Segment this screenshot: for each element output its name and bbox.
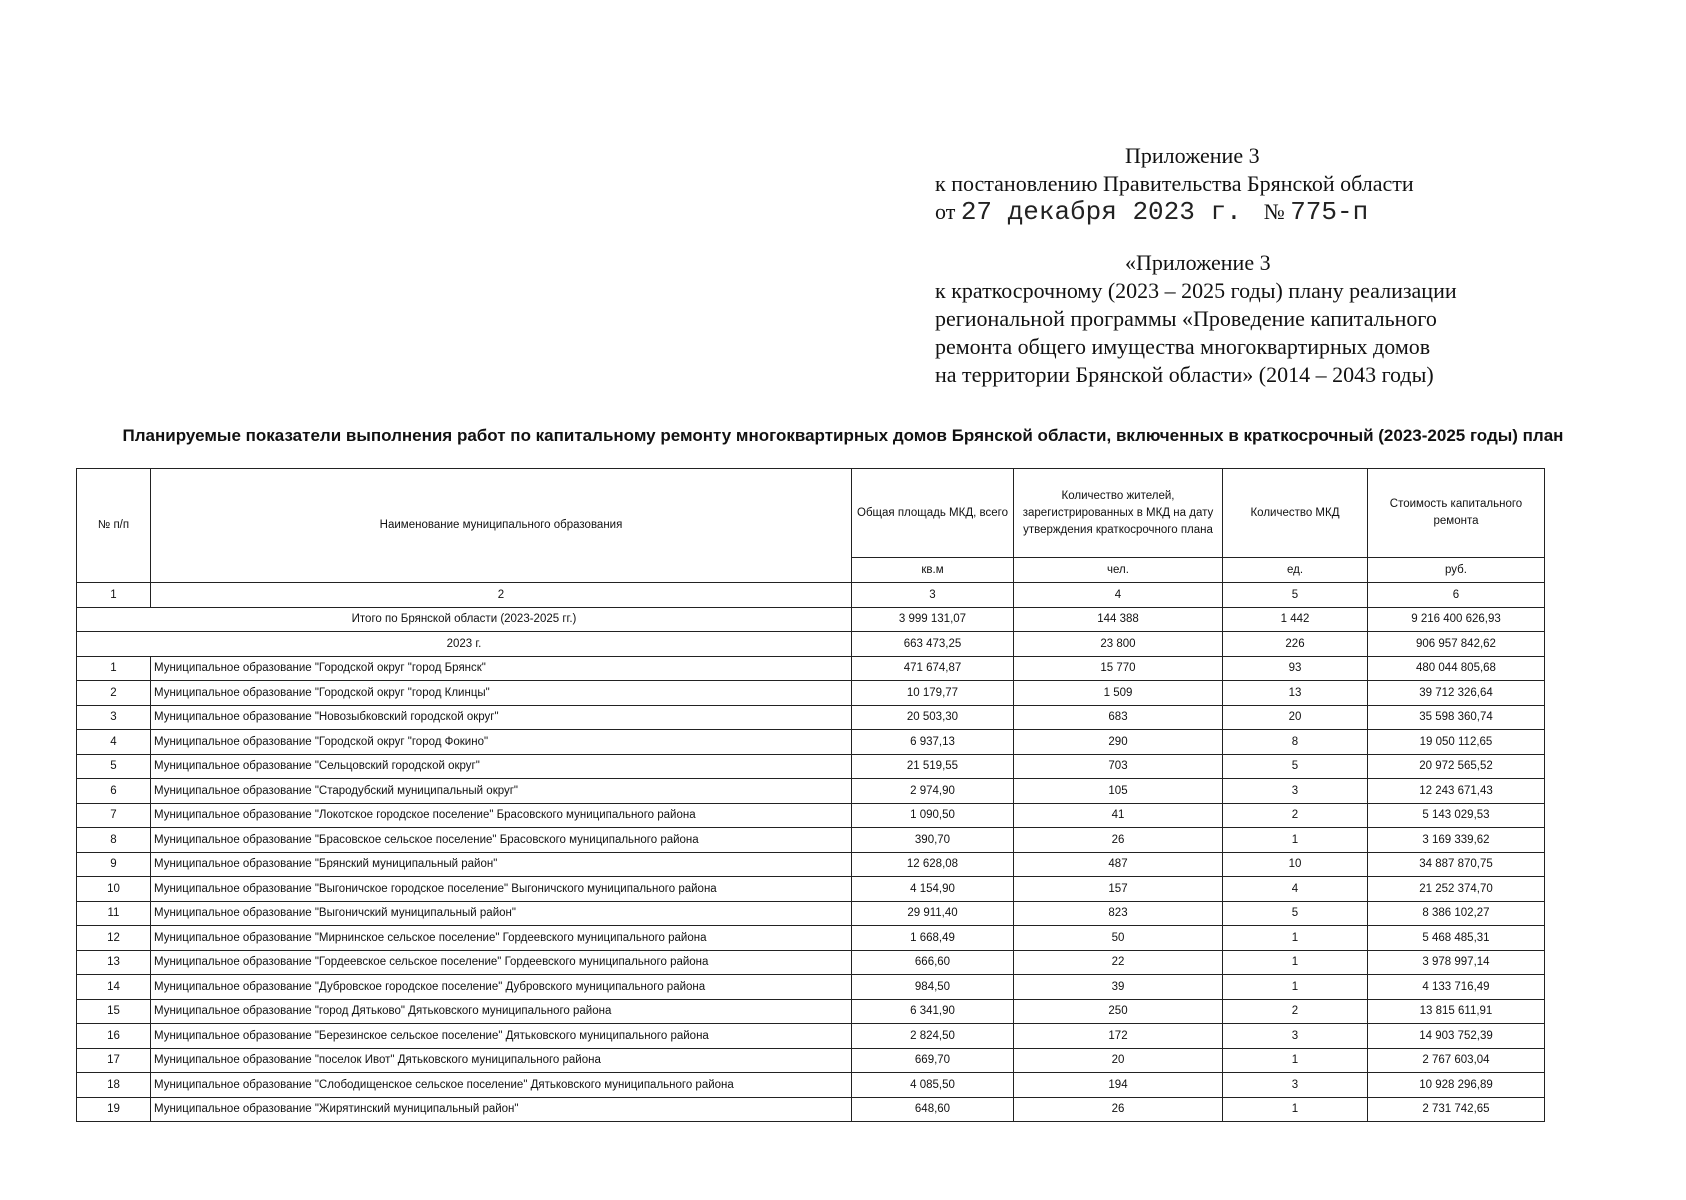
row-area: 648,60 <box>852 1097 1014 1122</box>
row-count: 5 <box>1223 754 1368 779</box>
row-cost: 10 928 296,89 <box>1368 1073 1545 1098</box>
table-row <box>77 803 1545 828</box>
row-residents: 290 <box>1014 730 1223 755</box>
row-count: 93 <box>1223 656 1368 681</box>
municipality-name: Муниципальное образование "Городской округ "город Клинцы" <box>151 681 852 706</box>
row-residents: 41 <box>1014 803 1223 828</box>
row-residents: 703 <box>1014 754 1223 779</box>
col-header-name: Наименование муниципального образования <box>151 469 852 583</box>
row-count: 1 <box>1223 975 1368 1000</box>
table-row <box>77 828 1545 853</box>
row-cost: 8 386 102,27 <box>1368 901 1545 926</box>
table-row <box>77 975 1545 1000</box>
municipality-name: Муниципальное образование "Мирнинское сельское поселение" Гордеевского муниципального района <box>151 926 852 951</box>
row-count: 2 <box>1223 999 1368 1024</box>
table-row <box>77 877 1545 902</box>
row-residents: 823 <box>1014 901 1223 926</box>
row-cost: 480 044 805,68 <box>1368 656 1545 681</box>
row-number: 13 <box>77 950 151 975</box>
row-area: 1 090,50 <box>852 803 1014 828</box>
row-residents: 1 509 <box>1014 681 1223 706</box>
document-title: Планируемые показатели выполнения работ по капитальному ремонту многоквартирных домов Брянской области, включенных в краткосрочный (2023-2025 годы) план <box>122 426 1564 445</box>
row-number: 19 <box>77 1097 151 1122</box>
year-label: 2023 г. <box>77 632 852 657</box>
table-row <box>77 852 1545 877</box>
row-residents: 683 <box>1014 705 1223 730</box>
municipality-name: Муниципальное образование "Сельцовский городской округ" <box>151 754 852 779</box>
year-residents: 23 800 <box>1014 632 1223 657</box>
col-number: 5 <box>1223 583 1368 608</box>
row-number: 10 <box>77 877 151 902</box>
table-row <box>77 656 1545 681</box>
row-number: 3 <box>77 705 151 730</box>
row-area: 666,60 <box>852 950 1014 975</box>
col-header-cost: Стоимость капитального ремонта <box>1368 469 1545 558</box>
date-prefix: от <box>935 199 956 224</box>
unit-area: кв.м <box>852 558 1014 583</box>
unit-residents: чел. <box>1014 558 1223 583</box>
municipality-name: Муниципальное образование "Гордеевское сельское поселение" Гордеевского муниципального района <box>151 950 852 975</box>
row-count: 1 <box>1223 1097 1368 1122</box>
row-cost: 3 169 339,62 <box>1368 828 1545 853</box>
col-header-count: Количество МКД <box>1223 469 1368 558</box>
row-count: 5 <box>1223 901 1368 926</box>
row-area: 29 911,40 <box>852 901 1014 926</box>
row-residents: 15 770 <box>1014 656 1223 681</box>
plan-appendix-header <box>935 249 1635 389</box>
table-row <box>77 779 1545 804</box>
col-header-area: Общая площадь МКД, всего <box>852 469 1014 558</box>
row-count: 20 <box>1223 705 1368 730</box>
header-row <box>77 469 1545 558</box>
row-count: 2 <box>1223 803 1368 828</box>
municipality-name: Муниципальное образование "Новозыбковский городской округ" <box>151 705 852 730</box>
row-residents: 487 <box>1014 852 1223 877</box>
municipality-name: Муниципальное образование "Дубровское городское поселение" Дубровского муниципального района <box>151 975 852 1000</box>
row-number: 8 <box>77 828 151 853</box>
row-number: 6 <box>77 779 151 804</box>
row-cost: 5 143 029,53 <box>1368 803 1545 828</box>
row-cost: 19 050 112,65 <box>1368 730 1545 755</box>
row-residents: 22 <box>1014 950 1223 975</box>
row-residents: 39 <box>1014 975 1223 1000</box>
plan-line-4: на территории Брянской области» (2014 – 2043 годы) <box>935 362 1434 387</box>
row-number: 9 <box>77 852 151 877</box>
row-count: 8 <box>1223 730 1368 755</box>
row-residents: 157 <box>1014 877 1223 902</box>
row-residents: 250 <box>1014 999 1223 1024</box>
row-area: 20 503,30 <box>852 705 1014 730</box>
table-row <box>77 926 1545 951</box>
row-area: 1 668,49 <box>852 926 1014 951</box>
row-area: 4 154,90 <box>852 877 1014 902</box>
table-row <box>77 999 1545 1024</box>
row-area: 4 085,50 <box>852 1073 1014 1098</box>
appendix-header <box>935 142 1635 226</box>
row-count: 1 <box>1223 950 1368 975</box>
year-count: 226 <box>1223 632 1368 657</box>
column-numbers-row <box>77 583 1545 608</box>
unit-count: ед. <box>1223 558 1368 583</box>
table-row <box>77 1048 1545 1073</box>
row-area: 6 937,13 <box>852 730 1014 755</box>
row-cost: 2 767 603,04 <box>1368 1048 1545 1073</box>
municipality-name: Муниципальное образование "Выгоничское городское поселение" Выгоничского муниципального района <box>151 877 852 902</box>
row-area: 10 179,77 <box>852 681 1014 706</box>
row-number: 16 <box>77 1024 151 1049</box>
total-residents: 144 388 <box>1014 607 1223 632</box>
row-cost: 5 468 485,31 <box>1368 926 1545 951</box>
table-row <box>77 730 1545 755</box>
decree-reference: к постановлению Правительства Брянской области <box>935 171 1414 196</box>
row-count: 1 <box>1223 926 1368 951</box>
table-row <box>77 950 1545 975</box>
plan-line-1: к краткосрочному (2023 – 2025 годы) плану реализации <box>935 278 1457 303</box>
row-area: 390,70 <box>852 828 1014 853</box>
municipality-name: Муниципальное образование "Жирятинский муниципальный район" <box>151 1097 852 1122</box>
municipality-name: Муниципальное образование "Стародубский муниципальный округ" <box>151 779 852 804</box>
row-number: 11 <box>77 901 151 926</box>
indicators-table <box>76 468 1545 1122</box>
table-row <box>77 754 1545 779</box>
municipality-name: Муниципальное образование "Березинское сельское поселение" Дятьковского муниципального района <box>151 1024 852 1049</box>
plan-appendix-label: «Приложение 3 <box>1125 250 1271 275</box>
municipality-name: Муниципальное образование "город Дятьково" Дятьковского муниципального района <box>151 999 852 1024</box>
row-cost: 13 815 611,91 <box>1368 999 1545 1024</box>
table-row <box>77 1073 1545 1098</box>
row-residents: 20 <box>1014 1048 1223 1073</box>
row-cost: 2 731 742,65 <box>1368 1097 1545 1122</box>
row-cost: 3 978 997,14 <box>1368 950 1545 975</box>
municipality-name: Муниципальное образование "Выгоничский муниципальный район" <box>151 901 852 926</box>
row-number: 12 <box>77 926 151 951</box>
row-count: 1 <box>1223 1048 1368 1073</box>
row-area: 21 519,55 <box>852 754 1014 779</box>
row-area: 2 824,50 <box>852 1024 1014 1049</box>
decree-date-line <box>935 198 1635 226</box>
col-number: 6 <box>1368 583 1545 608</box>
total-cost: 9 216 400 626,93 <box>1368 607 1545 632</box>
row-area: 984,50 <box>852 975 1014 1000</box>
unit-cost: руб. <box>1368 558 1545 583</box>
municipality-name: Муниципальное образование "Брянский муниципальный район" <box>151 852 852 877</box>
row-number: 15 <box>77 999 151 1024</box>
row-residents: 26 <box>1014 828 1223 853</box>
row-cost: 34 887 870,75 <box>1368 852 1545 877</box>
row-count: 10 <box>1223 852 1368 877</box>
row-count: 1 <box>1223 828 1368 853</box>
municipality-name: Муниципальное образование "Городской округ "город Фокино" <box>151 730 852 755</box>
row-number: 4 <box>77 730 151 755</box>
col-number: 4 <box>1014 583 1223 608</box>
row-cost: 20 972 565,52 <box>1368 754 1545 779</box>
row-area: 2 974,90 <box>852 779 1014 804</box>
total-area: 3 999 131,07 <box>852 607 1014 632</box>
table-row <box>77 901 1545 926</box>
col-number: 2 <box>151 583 852 608</box>
decree-number: 775-п <box>1290 197 1369 227</box>
municipality-name: Муниципальное образование "Локотское городское поселение" Брасовского муниципального района <box>151 803 852 828</box>
row-residents: 105 <box>1014 779 1223 804</box>
row-cost: 35 598 360,74 <box>1368 705 1545 730</box>
row-residents: 172 <box>1014 1024 1223 1049</box>
appendix-label: Приложение 3 <box>1125 143 1260 168</box>
col-number: 3 <box>852 583 1014 608</box>
row-number: 18 <box>77 1073 151 1098</box>
row-area: 6 341,90 <box>852 999 1014 1024</box>
col-number: 1 <box>77 583 151 608</box>
decree-date: 27 декабря 2023 г. <box>960 197 1242 227</box>
row-number: 1 <box>77 656 151 681</box>
row-area: 669,70 <box>852 1048 1014 1073</box>
row-area: 471 674,87 <box>852 656 1014 681</box>
total-row <box>77 607 1545 632</box>
row-count: 3 <box>1223 1024 1368 1049</box>
row-cost: 4 133 716,49 <box>1368 975 1545 1000</box>
plan-line-2: региональной программы «Проведение капитального <box>935 306 1437 331</box>
total-label: Итого по Брянской области (2023-2025 гг.) <box>77 607 852 632</box>
municipality-name: Муниципальное образование "Брасовское сельское поселение" Брасовского муниципального района <box>151 828 852 853</box>
year-area: 663 473,25 <box>852 632 1014 657</box>
total-count: 1 442 <box>1223 607 1368 632</box>
table-row <box>77 705 1545 730</box>
row-cost: 14 903 752,39 <box>1368 1024 1545 1049</box>
municipality-name: Муниципальное образование "поселок Ивот" Дятьковского муниципального района <box>151 1048 852 1073</box>
number-sign: № <box>1263 199 1285 224</box>
row-count: 13 <box>1223 681 1368 706</box>
row-cost: 21 252 374,70 <box>1368 877 1545 902</box>
col-header-residents: Количество жителей, зарегистрированных в МКД на дату утверждения краткосрочного плана <box>1014 469 1223 558</box>
row-residents: 194 <box>1014 1073 1223 1098</box>
row-number: 17 <box>77 1048 151 1073</box>
col-header-number: № п/п <box>77 469 151 583</box>
row-area: 12 628,08 <box>852 852 1014 877</box>
row-number: 2 <box>77 681 151 706</box>
table-row <box>77 681 1545 706</box>
plan-line-3: ремонта общего имущества многоквартирных домов <box>935 334 1431 359</box>
year-cost: 906 957 842,62 <box>1368 632 1545 657</box>
row-number: 14 <box>77 975 151 1000</box>
table-row <box>77 1024 1545 1049</box>
row-residents: 50 <box>1014 926 1223 951</box>
row-count: 3 <box>1223 779 1368 804</box>
row-count: 4 <box>1223 877 1368 902</box>
row-residents: 26 <box>1014 1097 1223 1122</box>
municipality-name: Муниципальное образование "Слободищенское сельское поселение" Дятьковского муниципального района <box>151 1073 852 1098</box>
municipality-name: Муниципальное образование "Городской округ "город Брянск" <box>151 656 852 681</box>
row-cost: 12 243 671,43 <box>1368 779 1545 804</box>
row-cost: 39 712 326,64 <box>1368 681 1545 706</box>
row-number: 5 <box>77 754 151 779</box>
row-number: 7 <box>77 803 151 828</box>
row-count: 3 <box>1223 1073 1368 1098</box>
table-row <box>77 1097 1545 1122</box>
year-row <box>77 632 1545 657</box>
